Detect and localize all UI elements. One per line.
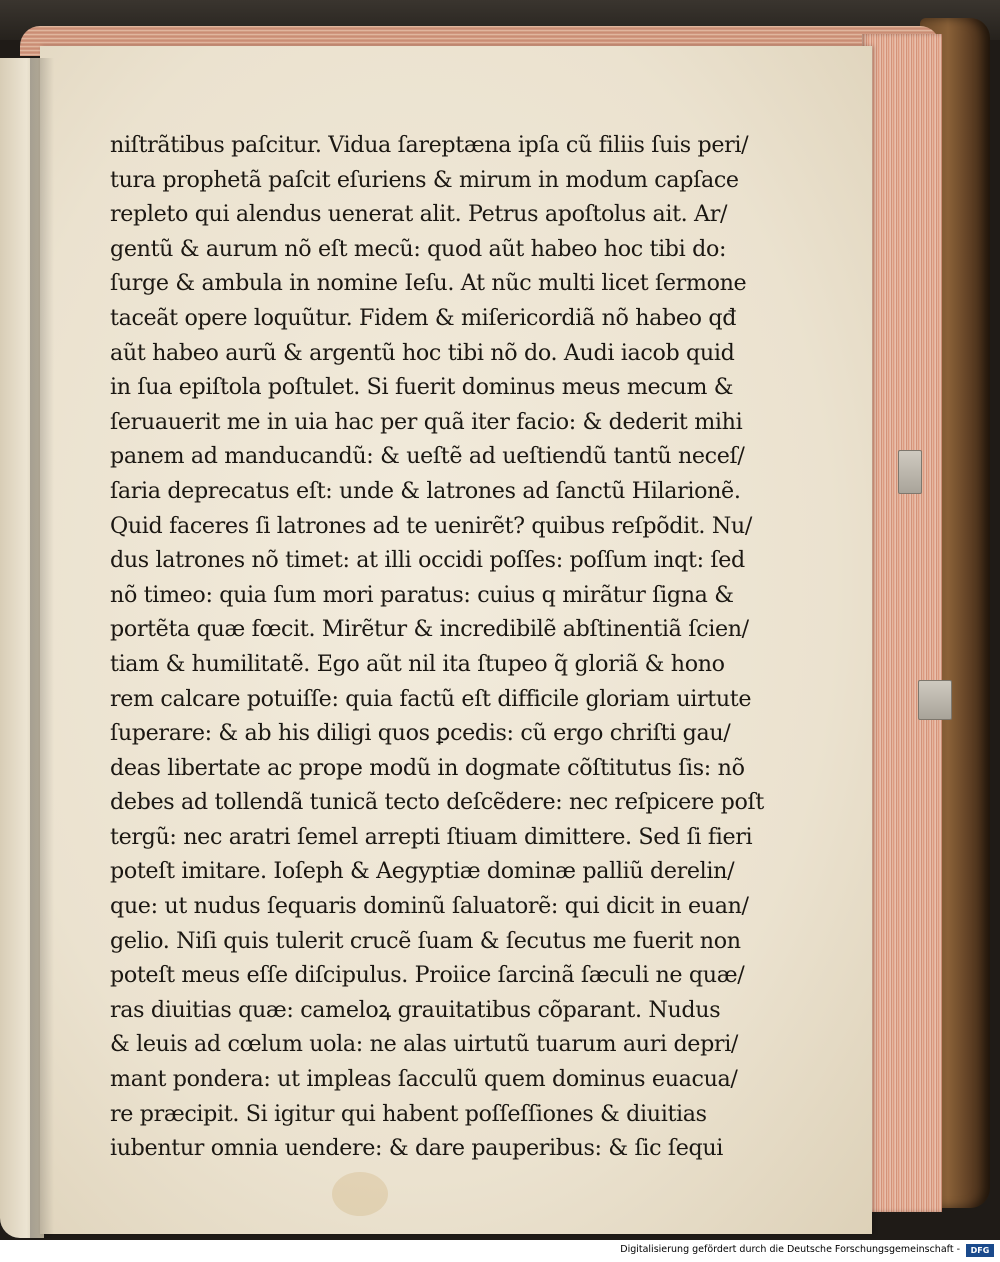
text-line: que: ut nudus ſequaris dominũ ſaluatorẽ: qui dicit in euan/ bbox=[110, 893, 749, 920]
text-line: nõ timeo: quia ſum mori paratus: cuius q mirãtur ſigna & bbox=[110, 581, 734, 608]
funding-credit: Digitalisierung gefördert durch die Deutsche Forschungsgemeinschaft - bbox=[620, 1244, 960, 1255]
text-line: poteſt imitare. Ioſeph & Aegyptiæ dominæ palliũ derelin/ bbox=[110, 858, 735, 885]
text-line: re præcipit. Si igitur qui habent poſſeſſiones & diuitias bbox=[110, 1100, 707, 1127]
text-line: rem calcare potuiſſe: quia factũ eſt difficile gloriam uirtute bbox=[110, 685, 752, 712]
dfg-logo-icon: DFG bbox=[966, 1244, 994, 1257]
text-line: iubentur omnia uendere: & dare pauperibus: & ſic ſequi bbox=[110, 1135, 724, 1162]
text-line: niſtrãtibus paſcitur. Vidua ſareptæna ipſa cũ filiis ſuis peri/ bbox=[110, 132, 749, 158]
text-line: gentũ & aurum nõ eſt mecũ: quod aũt habeo hoc tibi do: bbox=[110, 235, 727, 262]
text-line: tura prophetã paſcit eſuriens & mirum in modum capſace bbox=[110, 166, 739, 193]
clasp-tab-upper bbox=[898, 450, 922, 494]
text-line: & leuis ad cœlum uola: ne alas uirtutũ tuarum auri depri/ bbox=[110, 1031, 739, 1058]
text-line: ſaria deprecatus eſt: unde & latrones ad ſanctũ Hilarionẽ. bbox=[110, 477, 741, 504]
text-line: dus latrones nõ timet: at illi occidi poſſes: poſſum inqt: ſed bbox=[110, 547, 745, 574]
text-line: ras diuitias quæ: cameloꝝ grauitatibus cõparant. Nudus bbox=[110, 996, 721, 1023]
text-line: tergũ: nec aratri ſemel arrepti ſtiuam dimittere. Sed ſi fieri bbox=[110, 823, 753, 850]
page-fore-edge bbox=[862, 34, 942, 1212]
text-line: tiam & humilitatẽ. Ego aũt nil ita ſtupeo q̃ gloriã & hono bbox=[110, 650, 725, 677]
clasp-tab-lower bbox=[918, 680, 952, 720]
text-line: debes ad tollendã tunicã tecto deſcẽdere: nec reſpicere poſt bbox=[110, 789, 764, 816]
text-line: Quid faceres ſi latrones ad te uenirẽt? quibus reſpõdit. Nu/ bbox=[110, 512, 752, 539]
text-line: in ſua epiſtola poſtulet. Si fuerit dominus meus mecum & bbox=[110, 374, 734, 401]
text-line: mant pondera: ut impleas ſacculũ quem dominus euacua/ bbox=[110, 1066, 738, 1093]
footer-bar bbox=[0, 1240, 1000, 1262]
text-line: panem ad manducandũ: & ueſtẽ ad ueſtiendũ tantũ neceſ/ bbox=[110, 443, 745, 470]
recto-page bbox=[40, 46, 872, 1234]
gutter-shadow bbox=[30, 58, 54, 1238]
page-text-block bbox=[110, 128, 810, 1166]
text-line: ſuperare: & ab his diligi quos ꝑcedis: cũ ergo chriſti gau/ bbox=[110, 720, 731, 747]
text-line: portẽta quæ fœcit. Mirẽtur & incredibilẽ abſtinentiã ſcien/ bbox=[110, 616, 749, 643]
text-line: ſurge & ambula in nomine Ieſu. At nũc multi licet ſermone bbox=[110, 270, 747, 297]
text-line: poteſt meus eſſe diſcipulus. Proiice ſarcinã ſæculi ne quæ/ bbox=[110, 962, 745, 989]
text-line: gelio. Niſi quis tulerit crucẽ ſuam & ſecutus me fuerit non bbox=[110, 927, 741, 954]
text-line: deas libertate ac prope modũ in dogmate cõſtitutus ſis: nõ bbox=[110, 754, 745, 781]
text-line: aũt habeo aurũ & argentũ hoc tibi nõ do. Audi iacob quid bbox=[110, 339, 735, 366]
text-line: repleto qui alendus uenerat alit. Petrus apoſtolus ait. Ar/ bbox=[110, 201, 728, 228]
text-line: taceãt opere loquũtur. Fidem & miſericordiã nõ habeo qđ bbox=[110, 304, 737, 331]
text-line: ſeruauerit me in uia hac per quã iter facio: & dederit mihi bbox=[110, 408, 743, 435]
page-stain bbox=[332, 1172, 388, 1216]
